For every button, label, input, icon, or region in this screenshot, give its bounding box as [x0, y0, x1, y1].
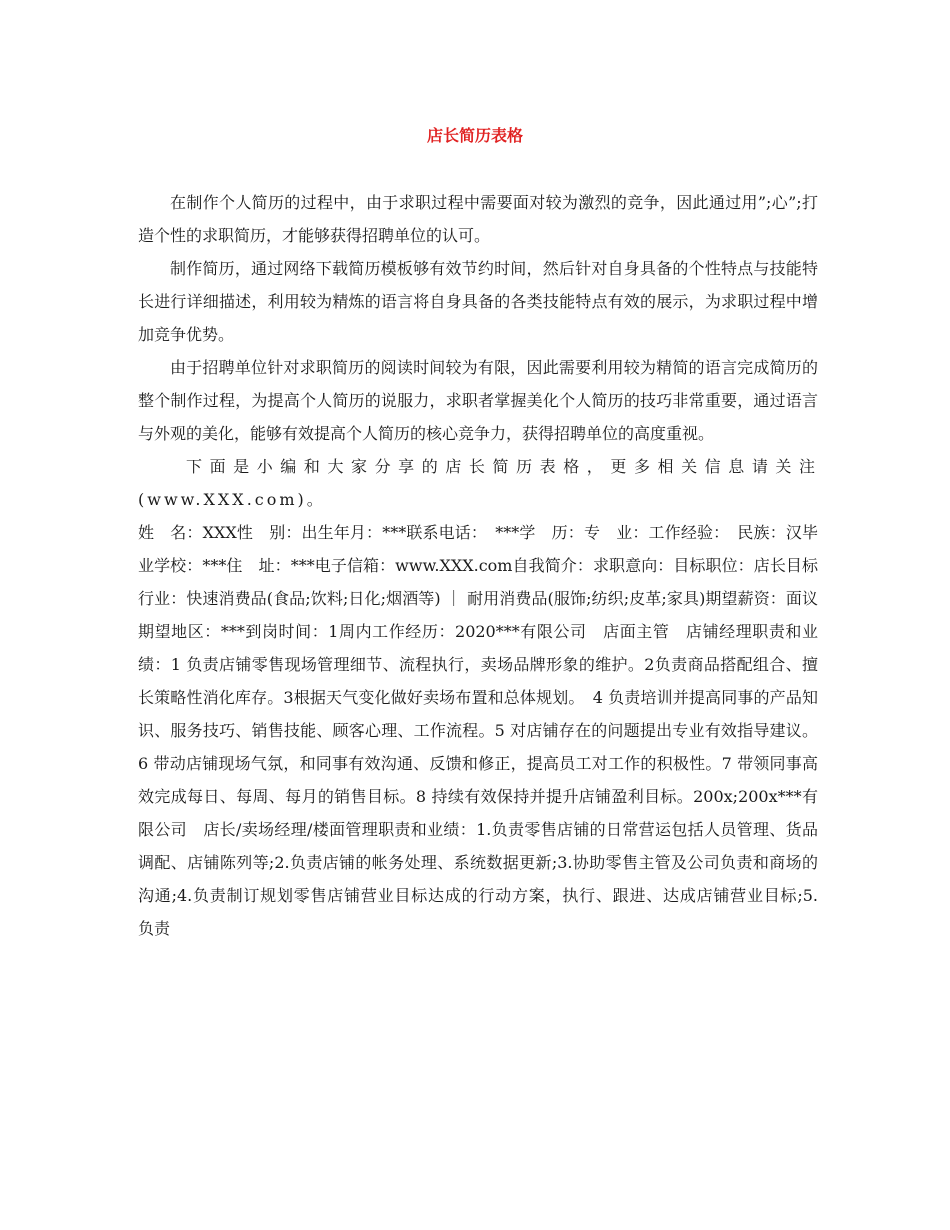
resume-content: 姓 名：XXX性 别：出生年月：***联系电话： ***学 历：专 业：工作经验： 民族：汉毕业学校：***住 址：***电子信箱：www.XXX.com自我简介：求职意向：目标职位：店长目标行业：快速消费品(食品;饮料;日化;烟酒等) ｜ 耐用消费品(服饰;纺织;皮革;家具)期望薪资：面议期望地区：***到岗时间：1周内工作经历：2020***有限公司 店面主管 店铺经理职责和业绩：1 负责店铺零售现场管理细节、流程执行，卖场品牌形象的维护。2负责商品搭配组合、擅长策略性消化库存。3根据天气变化做好卖场布置和总体规划。 4 负责培训并提高同事的产品知识、服务技巧、销售技能、顾客心理、工作流程。5 对店铺存在的问题提出专业有效指导建议。6 带动店铺现场气氛，和同事有效沟通、反馈和修正，提高员工对工作的积极性。7 带领同事高效完成每日、每周、每月的销售目标。8 持续有效保持并提升店铺盈利目标。200x;200x***有限公司 店长/卖场经理/楼面管理职责和业绩：1.负责零售店铺的日常营运包括人员管理、货品调配、店铺陈列等;2.负责店铺的帐务处理、系统数据更新;3.协助零售主管及公司负责和商场的沟通;4.负责制订规划零售店铺营业目标达成的行动方案，执行、跟进、达成店铺营业目标;5. 负责	[138, 523, 835, 938]
intro-paragraph-1: 在制作个人简历的过程中，由于求职过程中需要面对较为激烈的竞争，因此通过用”;心”;打造个性的求职简历，才能够获得招聘单位的认可。	[138, 193, 818, 245]
document-body	[138, 186, 835, 945]
document-title: 店长简历表格	[426, 126, 523, 145]
intro-paragraph-2: 制作简历，通过网络下载简历模板够有效节约时间，然后针对自身具备的个性特点与技能特长进行详细描述，利用较为精炼的语言将自身具备的各类技能特点有效的展示，为求职过程中增加竞争优势。	[138, 259, 818, 344]
intro-paragraph-3: 由于招聘单位针对求职简历的阅读时间较为有限，因此需要利用较为精简的语言完成简历的整个制作过程，为提高个人简历的说服力，求职者掌握美化个人简历的技巧非常重要，通过语言与外观的美化，能够有效提高个人简历的核心竞争力，获得招聘单位的高度重视。	[138, 358, 818, 443]
intro-paragraph-4: 下面是小编和大家分享的店长简历表格，更多相关信息请关注(www.XXX.com)。	[138, 457, 818, 509]
